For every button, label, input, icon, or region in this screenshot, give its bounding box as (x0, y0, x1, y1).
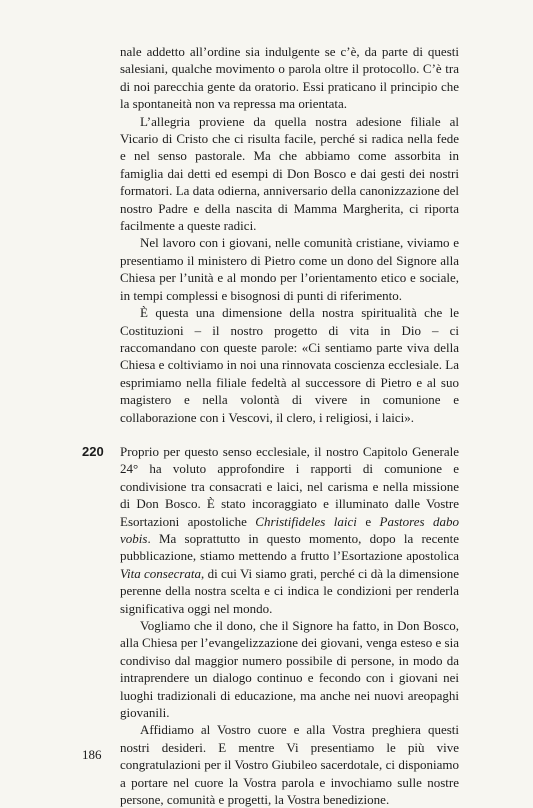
paragraph-costituzioni: È questa una dimensione della nostra spiritualità che le Costituzioni – il nostro progetto di vita in Dio – ci raccomandano con queste parole: «Ci sentiamo parte viva della Chiesa e coltiviamo in noi una rinnovata coscienza ecclesiale. La esprimiamo nella filiale fedeltà al successore di Pietro e al suo magistero e nella volontà di vivere in comunione e collaborazione con i Vescovi, il clero, i religiosi, i laici». (120, 305, 459, 425)
body-text (120, 43, 459, 808)
title-vita-consecrata: Vita consecrata (120, 565, 202, 581)
paragraph-allegria: L’allegria proviene da quella nostra adesione filiale al Vicario di Cristo che ci risulta facile, perché si radica nella fede e nel senso pastorale. Ma che abbiamo come assorbita in famiglia dai detti ed esempi di Don Bosco e dai gesti dei nostri formatori. La data odierna, anniversario della canonizzazione del nostro Padre e della nascita di Mamma Margherita, ci riporta facilmente a queste radici. (120, 113, 459, 234)
paragraph-continuation: nale addetto all’ordine sia indulgente se c’è, da parte di questi salesiani, qualche movimento o parola oltre il protocollo. C’è tra di noi parecchia gente da oratorio. Essi praticano il principio che la spontaneità non va repressa ma orientata. (120, 44, 459, 112)
paragraph-lavoro-giovani: Nel lavoro con i giovani, nelle comunità cristiane, viviamo e presentiamo il ministero di Pietro come un dono del Signore alla Chiesa per l’unità e al mondo per l’orientamento etico e sociale, in tempi complessi e bisognosi di punti di riferimento. (120, 235, 459, 303)
paragraph-dono: Vogliamo che il dono, che il Signore ha fatto, in Don Bosco, alla Chiesa per l’evangelizzazione dei giovani, venga esteso e sia condiviso dal maggior numero possibile di persone, in modo da intraprendere un dialogo continuo e fecondo con i giovani nei luoghi tradizionali di educazione, ma anche nei nuovi areopaghi giovanili. (120, 618, 459, 721)
page-number: 186 (82, 747, 102, 762)
paragraph-220: Proprio per questo senso ecclesiale, il nostro Capitolo Generale 24° ha voluto approfondire i rapporti di comunione e condivisione tra consacrati e laici, nel carisma e nella missione di Don Bosco. È stato incoraggiato e illuminato dalle Vostre Esortazioni apostoliche Christifideles laici e Pastores dabo vobis. Ma soprattutto in questo momento, dopo la recente pubblicazione, stiamo mettendo a frutto l’Esortazione apostolica Vita consecrata, di cui Vi siamo grati, perché ci dà la dimensione perenne della nostra scelta e ci indica le condizioni per renderla significativa oggi nel mondo. (120, 443, 459, 616)
title-christifideles: Christifideles laici (255, 513, 357, 529)
paragraph-affidiamo: Affidiamo al Vostro cuore e alla Vostra preghiera questi nostri desideri. E mentre Vi presentiamo le più vive congratulazioni per il Vostro Giubileo sacerdotale, ci disponiamo a portare nel cuore la Vostra parola e invochiamo sulle nostre persone, comunità e progetti, la Vostra benedizione. (120, 722, 459, 808)
title-pastores: Pastores dabo vobis (120, 513, 459, 546)
section-number: 220 (82, 444, 104, 459)
